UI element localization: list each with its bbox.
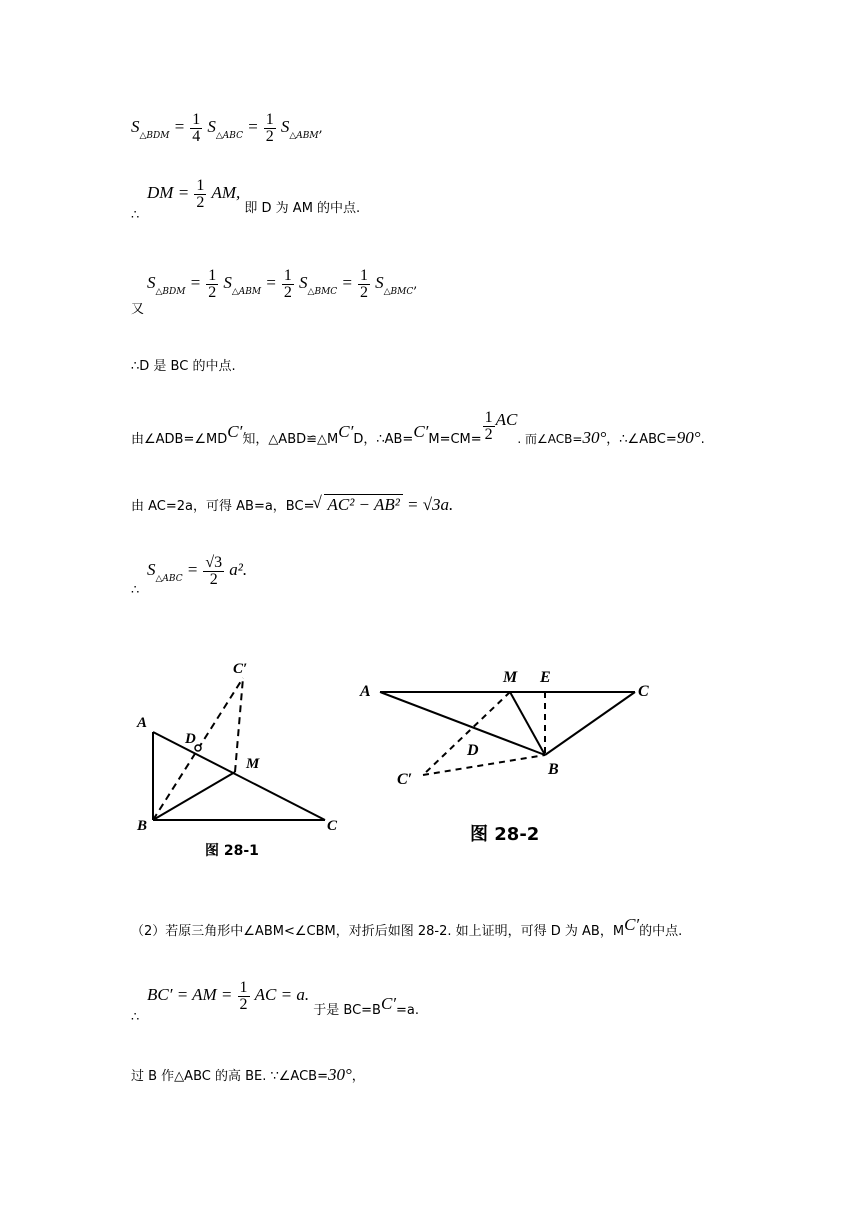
- bc-length-derivation: 由 AC=2a，可得 AB=a，BC= √ AC² − AB² = √3a.: [131, 493, 454, 514]
- label-d: D: [467, 742, 479, 759]
- conclusion-d-midpoint: ∴D 是 BC 的中点.: [131, 359, 236, 374]
- equation-bc-prime: ∴ BC′ = AM = $\frac{1}{2}$ AC = a. 于是 BC=BC′=a.: [131, 979, 420, 1025]
- caption-28-1: 图 28-1: [205, 843, 259, 859]
- area-result: ∴ $S_{\triangle ABC}$ = $\frac{√3}{2}$ a².: [131, 554, 248, 598]
- altitude-statement: 过 B 作△ABC 的高 BE. ∵∠ACB=30°，: [131, 1065, 365, 1084]
- label-b: B: [137, 818, 148, 834]
- label-c: C: [638, 683, 649, 700]
- figure-28-1: [125, 650, 355, 865]
- label-c-prime: C′: [233, 661, 248, 677]
- label-b: B: [548, 761, 559, 778]
- segment-bm: [153, 772, 235, 820]
- segment-bm: [510, 692, 545, 755]
- label-m: M: [503, 669, 518, 686]
- case-2-statement: （2）若原三角形中∠ABM<∠CBM，对折后如图 28-2. 如上证明，可得 D 为 AB，MC′的中点.: [131, 915, 683, 939]
- equation-area-ratio-2: 又 $S_{\triangle BDM}$ = $\frac{1}{2}$ $S_{\triangle ABM}$ = $\frac{1}{2}$ $S_{\triangle BMC}$ = $\frac{1}{2}$ $S_{\triangle BMC}$,: [131, 267, 418, 317]
- segment-ab: [380, 692, 545, 755]
- label-c-prime: C′: [397, 771, 413, 788]
- segment-cpb: [423, 755, 545, 775]
- caption-28-2: 图 28-2: [470, 824, 540, 845]
- label-c: C: [327, 818, 338, 834]
- equation-area-ratio-1: $S_{\triangle BDM}$ = $\frac{1}{4}$ $S_{\triangle ABC}$ = $\frac{1}{2}$ $S_{\triangle ABM}$,: [131, 111, 323, 145]
- congruence-statement: 由∠ADB=∠MDC′知，△ABD≌△MC′D，∴AB=C′M=CM= $\frac{1}{2}$ AC. 而∠ACB=30°，∴∠ABC=90°.: [131, 409, 705, 447]
- figure-28-2: [355, 660, 675, 850]
- label-e: E: [540, 669, 551, 686]
- label-d: D: [185, 731, 196, 747]
- equation-dm-half-am: ∴ DM = $\frac{1}{2}$ AM, 即 D 为 AM 的中点.: [131, 177, 361, 223]
- label-a: A: [360, 683, 371, 700]
- label-a: A: [137, 715, 148, 731]
- label-m: M: [246, 756, 260, 772]
- segment-mcp: [235, 678, 243, 772]
- segment-mcp: [423, 692, 510, 775]
- segment-bc: [545, 692, 635, 755]
- segment-ac: [153, 732, 325, 820]
- point-d: [195, 745, 201, 751]
